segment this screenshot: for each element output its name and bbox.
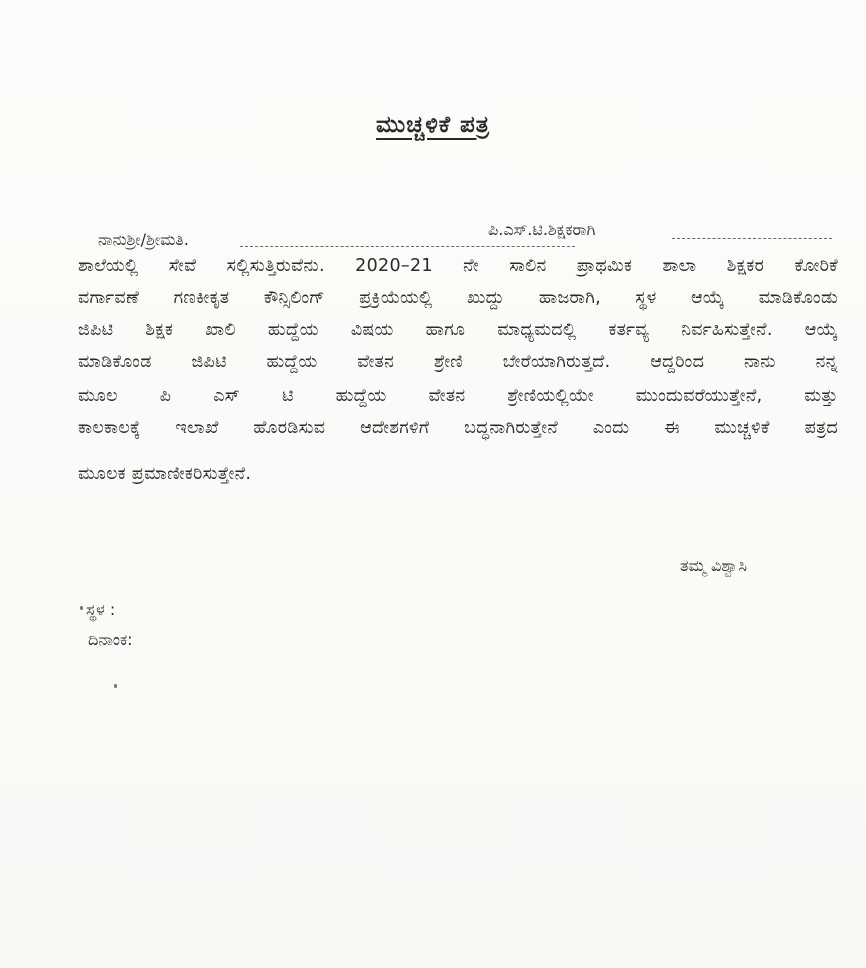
document-title-text: ಮುಚ್ಚಳಿಕೆ ಪತ್ರ <box>376 112 490 138</box>
document-title <box>0 112 866 138</box>
body-line-6: ಕಾಲಕಾಲಕ್ಕೆ ಇಲಾಖೆ ಹೊರಡಿಸುವ ಆದೇಶಗಳಿಗೆ ಬದ್ಧನಾಗಿರುತ್ತೇನೆ ಎಂದು ಈ ಮುಚ್ಚಳಿಕೆ ಪತ್ರದ <box>78 418 838 438</box>
designation-text: ಪಿ.ಎಸ್.ಟಿ.ಶಿಕ್ಷಕರಾಗಿ <box>488 220 596 239</box>
scan-speck <box>80 606 83 610</box>
body-line-5: ಮೂಲ ಪಿ ಎಸ್ ಟಿ ಹುದ್ದೆಯ ವೇತನ ಶ್ರೇಣಿಯಲ್ಲಿಯೇ ಮುಂದುವರೆಯುತ್ತೇನೆ, ಮತ್ತು <box>78 386 838 406</box>
declaration-first-line <box>98 220 838 254</box>
name-label: ನಾನುಶ್ರೀ/ಶ್ರೀಮತಿ. <box>98 230 189 249</box>
scan-speck <box>114 684 117 688</box>
signature-label: ತಮ್ಮ ವಿಶ್ವಾಸಿ <box>680 556 748 575</box>
body-line-4: ಮಾಡಿಕೊಂಡ ಜಿಪಿಟಿ ಹುದ್ದೆಯ ವೇತನ ಶ್ರೇಣಿ ಬೇರೆಯಾಗಿರುತ್ತದೆ. ಆದ್ದರಿಂದ ನಾನು ನನ್ನ <box>78 352 838 372</box>
body-line-7: ಮೂಲಕ ಪ್ರಮಾಣೀಕರಿಸುತ್ತೇನೆ. <box>78 464 252 484</box>
name-blank-line <box>240 246 575 247</box>
date-label: ದಿನಾಂಕ: <box>88 630 133 649</box>
body-line-1: ಶಾಲೆಯಲ್ಲಿ ಸೇವೆ ಸಲ್ಲಿಸುತ್ತಿರುವೆನು. 2020–21 ನೇ ಸಾಲಿನ ಪ್ರಾಥಮಿಕ ಶಾಲಾ ಶಿಕ್ಷಕರ ಕೋರಿಕೆ <box>78 256 838 276</box>
body-line-3: ಜಿಪಿಟಿ ಶಿಕ್ಷಕ ಖಾಲಿ ಹುದ್ದೆಯ ವಿಷಯ ಹಾಗೂ ಮಾಧ್ಯಮದಲ್ಲಿ ಕರ್ತವ್ಯ ನಿರ್ವಹಿಸುತ್ತೇನೆ. ಆಯ್ಕೆ <box>78 320 838 340</box>
body-line-2: ವರ್ಗಾವಣೆ ಗಣಕೀಕೃತ ಕೌನ್ಸಿಲಿಂಗ್ ಪ್ರಕ್ರಿಯೆಯಲ್ಲಿ ಖುದ್ದು ಹಾಜರಾಗಿ, ಸ್ಥಳ ಆಯ್ಕೆ ಮಾಡಿಕೊಂಡು <box>78 288 838 308</box>
school-blank-line <box>672 238 832 239</box>
place-label: ಸ್ಥಳ : <box>86 600 116 619</box>
